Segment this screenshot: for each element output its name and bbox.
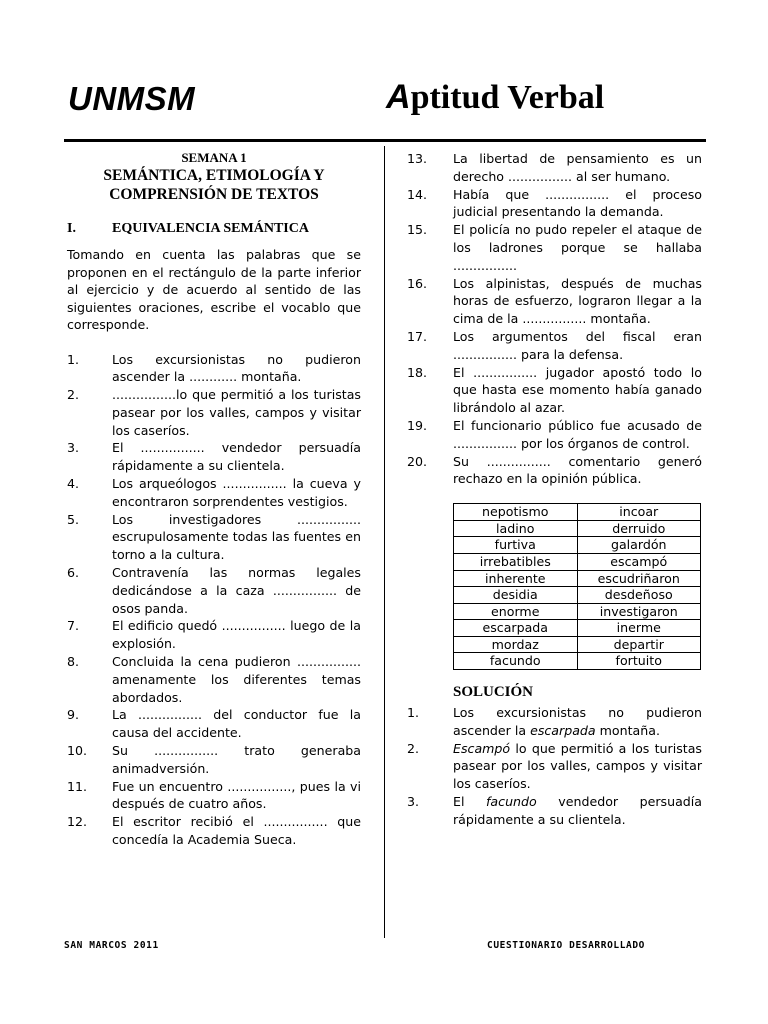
instructions-paragraph: Tomando en cuenta las palabras que se proponen en el rectángulo de la parte inferior al ejercicio y de acuerdo al sentido de las siguientes oraciones, escribe el vocablo que corresponde. — [67, 247, 361, 332]
solution-heading: SOLUCIÓN — [453, 684, 534, 701]
solution-text-before: Los excursionistas no pudieron ascender la — [453, 705, 702, 738]
word-bank-row — [454, 603, 701, 620]
word-bank-row — [454, 636, 701, 653]
exercise-number: 1. — [67, 351, 80, 367]
exercise-item — [67, 351, 361, 387]
exercise-number: 8. — [67, 654, 80, 670]
word-bank-cell: inerme — [577, 620, 701, 637]
exercise-number: 17. — [407, 328, 428, 344]
word-bank-row — [454, 653, 701, 670]
solution-text-before: El — [453, 794, 486, 810]
right-column — [407, 150, 702, 829]
exercise-sentence: El ................ vendedor persuadía rápidamente a su clientela. — [112, 440, 361, 474]
exercise-sentence: Los arqueólogos ................ la cueva y encontraron sorprendentes vestigios. — [112, 476, 361, 509]
left-exercise-list — [67, 351, 361, 849]
word-bank-cell: fortuito — [577, 653, 701, 670]
solution-item — [407, 704, 702, 740]
word-bank-cell: inherente — [454, 570, 578, 587]
solution-answer-word: facundo — [486, 794, 537, 810]
right-exercise-list — [407, 150, 702, 488]
word-bank-cell: escarpada — [454, 620, 578, 637]
header-right-rest: ptitud Verbal — [410, 79, 605, 116]
exercise-sentence: Los argumentos del fiscal eran ................ para la defensa. — [453, 328, 702, 362]
exercise-number: 4. — [67, 476, 80, 492]
footer-left: SAN MARCOS 2011 — [64, 940, 159, 951]
exercise-sentence: La ................ del conductor fue la causa del accidente. — [112, 707, 361, 741]
word-bank-table — [453, 503, 701, 670]
solution-text-after: lo que permitió a los turistas pasear por los valles, campos y visitar los caseríos. — [453, 740, 702, 792]
word-bank-cell: furtiva — [454, 537, 578, 554]
solution-answer-word: Escampó — [453, 740, 511, 756]
exercise-sentence: Los alpinistas, después de muchas horas de esfuerzo, lograron llegar a la cima de la ................ montaña. — [453, 275, 702, 327]
left-column — [67, 150, 361, 849]
solution-text-after: vendedor persuadía rápidamente a su clientela. — [453, 794, 703, 827]
header-right-title — [386, 78, 604, 117]
exercise-item — [67, 386, 361, 439]
exercise-sentence: Los investigadores ................ escrupulosamente todas las fuentes en torno a la cultura. — [112, 511, 361, 563]
exercise-number: 15. — [407, 222, 428, 238]
word-bank-row — [454, 570, 701, 587]
solution-sentence — [453, 704, 702, 740]
word-bank-cell: mordaz — [454, 636, 578, 653]
header-right-initial: A — [386, 78, 411, 116]
solution-item — [407, 740, 702, 793]
exercise-sentence: El edificio quedó ................ luego de la explosión. — [112, 618, 361, 652]
word-bank-cell: escudriñaron — [577, 570, 701, 587]
word-bank-cell: irrebatibles — [454, 553, 578, 570]
exercise-sentence: Su ................ comentario generó rechazo en la opinión pública. — [453, 453, 702, 487]
exercise-sentence: Contravenía las normas legales dedicándose a la caza ................ de osos panda. — [112, 565, 361, 616]
exercise-item — [67, 617, 361, 653]
exercise-sentence: Concluida la cena pudieron ................ amenamente los diferentes temas abordados. — [112, 654, 361, 705]
exercise-item — [67, 813, 361, 849]
word-bank-cell: enorme — [454, 603, 578, 620]
exercise-item — [407, 328, 702, 364]
word-bank-cell: desdeñoso — [577, 587, 701, 604]
exercise-item — [67, 653, 361, 706]
word-bank-cell: investigaron — [577, 603, 701, 620]
exercise-item — [67, 511, 361, 564]
solution-sentence — [453, 740, 702, 793]
exercise-sentence: El ................ jugador apostó todo lo que hasta ese momento había ganado librándolo al azar. — [453, 364, 702, 416]
exercise-item — [407, 186, 702, 222]
word-bank-cell: escampó — [577, 553, 701, 570]
header-left-title: UNMSM — [68, 80, 196, 117]
word-bank-row — [454, 537, 701, 554]
exercise-sentence: Los excursionistas no pudieron ascender la ............ montaña. — [112, 351, 361, 385]
exercise-number: 18. — [407, 364, 428, 380]
word-bank-cell: departir — [577, 636, 701, 653]
exercise-number: 11. — [67, 778, 88, 794]
exercise-number: 12. — [67, 814, 88, 830]
word-bank-cell: desidia — [454, 587, 578, 604]
exercise-item — [67, 564, 361, 617]
section-heading — [67, 220, 361, 238]
exercise-item — [407, 150, 702, 186]
word-bank-row — [454, 553, 701, 570]
solution-text-after: montaña. — [595, 722, 660, 738]
exercise-item — [407, 364, 702, 417]
word-bank-row — [454, 520, 701, 537]
exercise-item — [407, 453, 702, 489]
exercise-item — [407, 417, 702, 453]
exercise-number: 6. — [67, 565, 80, 581]
exercise-sentence: Había que ................ el proceso judicial presentando la demanda. — [453, 186, 702, 220]
topic-title-line-2: COMPRENSIÓN DE TEXTOS — [109, 186, 319, 203]
exercise-number: 10. — [67, 743, 88, 759]
exercise-sentence: El escritor recibió el ................ que concedía la Academia Sueca. — [112, 814, 361, 848]
exercise-number: 20. — [407, 453, 428, 469]
exercise-sentence: Su ................ trato generaba animadversión. — [112, 743, 361, 776]
exercise-number: 7. — [67, 618, 80, 634]
word-bank-row — [454, 504, 701, 521]
solution-answer-word: escarpada — [530, 722, 596, 738]
word-bank-row — [454, 587, 701, 604]
exercise-sentence: La libertad de pensamiento es un derecho ................ al ser humano. — [453, 151, 702, 184]
solution-sentence — [453, 793, 702, 829]
exercise-sentence: El policía no pudo repeler el ataque de los ladrones porque se hallaba ................ — [453, 222, 702, 273]
topic-title-line-1: SEMÁNTICA, ETIMOLOGÍA Y — [103, 167, 325, 184]
word-bank-cell: incoar — [577, 504, 701, 521]
exercise-number: 3. — [67, 440, 80, 456]
exercise-number: 16. — [407, 275, 428, 291]
exercise-item — [67, 706, 361, 742]
exercise-number: 13. — [407, 151, 428, 166]
exercise-item — [407, 221, 702, 274]
exercise-item — [407, 275, 702, 328]
footer-right: CUESTIONARIO DESARROLLADO — [487, 940, 645, 951]
section-number: I. — [67, 221, 76, 236]
column-divider — [384, 146, 385, 938]
exercise-sentence: ................lo que permitió a los turistas pasear por los valles, campos y visitar los caseríos. — [112, 387, 361, 438]
exercise-number: 2. — [67, 387, 80, 403]
header-rule — [64, 139, 706, 142]
word-bank-row — [454, 620, 701, 637]
word-bank-cell: galardón — [577, 537, 701, 554]
exercise-item — [67, 778, 361, 814]
exercise-sentence: Fue un encuentro ................, pues la vi después de cuatro años. — [112, 778, 361, 812]
word-bank-cell: nepotismo — [454, 504, 578, 521]
solution-number: 1. — [407, 705, 420, 721]
exercise-number: 14. — [407, 186, 428, 202]
exercise-sentence: El funcionario público fue acusado de ................ por los órganos de control. — [453, 417, 702, 451]
solution-list — [407, 704, 702, 829]
solution-number: 2. — [407, 740, 420, 756]
exercise-item — [67, 475, 361, 511]
word-bank-cell: ladino — [454, 520, 578, 537]
section-title: EQUIVALENCIA SEMÁNTICA — [112, 221, 309, 236]
exercise-number: 5. — [67, 511, 80, 527]
exercise-number: 9. — [67, 707, 80, 723]
solution-number: 3. — [407, 794, 420, 810]
exercise-number: 19. — [407, 417, 428, 433]
exercise-item — [67, 439, 361, 475]
week-label: SEMANA 1 — [181, 150, 247, 165]
word-bank-cell: facundo — [454, 653, 578, 670]
solution-item — [407, 793, 702, 829]
word-bank-cell: derruido — [577, 520, 701, 537]
exercise-item — [67, 742, 361, 778]
